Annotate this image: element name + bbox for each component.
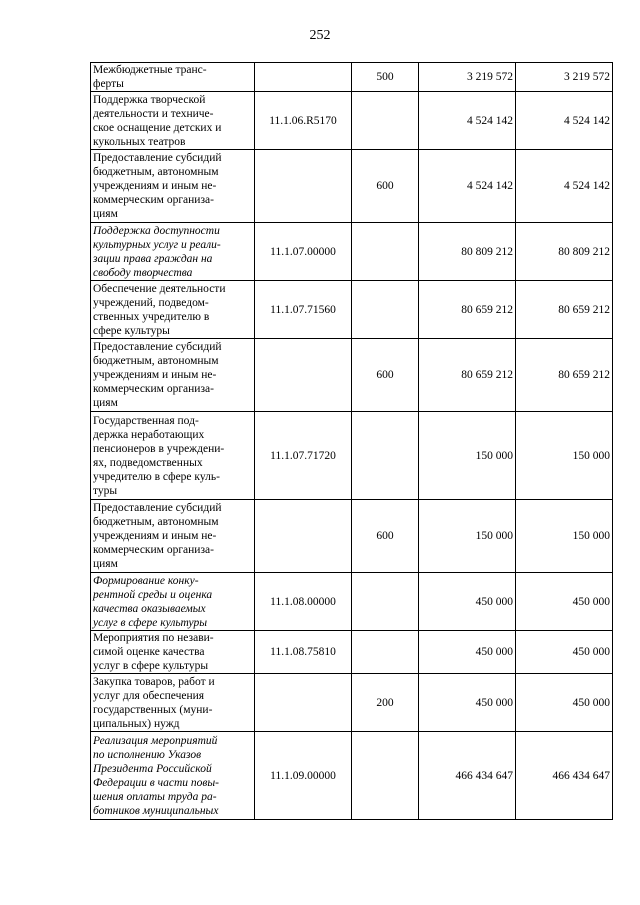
row-name-cell: Обеспечение деятельности учреждений, подведом- ственных учредителю в сфере культуры bbox=[91, 281, 255, 339]
row-name-cell: Государственная под- держка неработающих пенсионеров в учреждени- ях, подведомственных учредителю в сфере куль- туры bbox=[91, 412, 255, 500]
row-amount-year1-cell: 150 000 bbox=[419, 500, 516, 573]
row-name-cell: Предоставление субсидий бюджетным, автономным учреждениям и иным не- коммерческим организа- циям bbox=[91, 500, 255, 573]
table-row bbox=[91, 631, 613, 674]
row-amount-year2-cell: 80 809 212 bbox=[516, 223, 613, 281]
row-code-cell bbox=[255, 500, 352, 573]
budget-table-body bbox=[91, 63, 613, 820]
row-expense-type-cell bbox=[352, 732, 419, 820]
table-row bbox=[91, 412, 613, 500]
row-name-cell: Поддержка творческой деятельности и техниче- ское оснащение детских и кукольных театров bbox=[91, 92, 255, 150]
row-code-cell: 11.1.07.00000 bbox=[255, 223, 352, 281]
row-amount-year2-cell: 80 659 212 bbox=[516, 339, 613, 412]
row-name-cell: Реализация мероприятий по исполнению Указов Президента Российской Федерации в части повы- шения оплаты труда ра- ботников муниципальных bbox=[91, 732, 255, 820]
row-code-cell bbox=[255, 674, 352, 732]
row-name-cell: Мероприятия по незави- симой оценке качества услуг в сфере культуры bbox=[91, 631, 255, 674]
row-amount-year2-cell: 450 000 bbox=[516, 674, 613, 732]
row-amount-year2-cell: 80 659 212 bbox=[516, 281, 613, 339]
table-row bbox=[91, 573, 613, 631]
row-amount-year2-cell: 150 000 bbox=[516, 412, 613, 500]
row-amount-year1-cell: 3 219 572 bbox=[419, 63, 516, 92]
row-name-cell: Поддержка доступности культурных услуг и реали- зации права граждан на свободу творчества bbox=[91, 223, 255, 281]
row-amount-year2-cell: 4 524 142 bbox=[516, 150, 613, 223]
row-expense-type-cell: 500 bbox=[352, 63, 419, 92]
row-amount-year1-cell: 150 000 bbox=[419, 412, 516, 500]
row-expense-type-cell bbox=[352, 631, 419, 674]
row-amount-year2-cell: 450 000 bbox=[516, 631, 613, 674]
row-code-cell: 11.1.06.R5170 bbox=[255, 92, 352, 150]
row-amount-year1-cell: 80 659 212 bbox=[419, 281, 516, 339]
row-amount-year1-cell: 80 809 212 bbox=[419, 223, 516, 281]
table-row bbox=[91, 339, 613, 412]
row-amount-year1-cell: 4 524 142 bbox=[419, 92, 516, 150]
row-amount-year1-cell: 4 524 142 bbox=[419, 150, 516, 223]
row-name-cell: Межбюджетные транс- ферты bbox=[91, 63, 255, 92]
row-name-cell: Формирование конку- рентной среды и оценка качества оказываемых услуг в сфере культуры bbox=[91, 573, 255, 631]
row-amount-year2-cell: 150 000 bbox=[516, 500, 613, 573]
row-amount-year2-cell: 4 524 142 bbox=[516, 92, 613, 150]
row-amount-year2-cell: 3 219 572 bbox=[516, 63, 613, 92]
row-code-cell bbox=[255, 150, 352, 223]
row-name-cell: Предоставление субсидий бюджетным, автономным учреждениям и иным не- коммерческим организа- циям bbox=[91, 150, 255, 223]
row-expense-type-cell bbox=[352, 573, 419, 631]
table-row bbox=[91, 500, 613, 573]
row-code-cell: 11.1.08.75810 bbox=[255, 631, 352, 674]
page-number: 252 bbox=[309, 28, 331, 43]
row-name-cell: Закупка товаров, работ и услуг для обеспечения государственных (муни- ципальных) нужд bbox=[91, 674, 255, 732]
table-row bbox=[91, 63, 613, 92]
row-amount-year1-cell: 80 659 212 bbox=[419, 339, 516, 412]
table-row bbox=[91, 732, 613, 820]
row-code-cell bbox=[255, 63, 352, 92]
table-row bbox=[91, 674, 613, 732]
row-expense-type-cell: 600 bbox=[352, 150, 419, 223]
row-code-cell: 11.1.07.71560 bbox=[255, 281, 352, 339]
row-amount-year1-cell: 450 000 bbox=[419, 674, 516, 732]
table-row bbox=[91, 281, 613, 339]
row-amount-year1-cell: 466 434 647 bbox=[419, 732, 516, 820]
row-expense-type-cell: 600 bbox=[352, 339, 419, 412]
row-expense-type-cell bbox=[352, 412, 419, 500]
table-row bbox=[91, 223, 613, 281]
row-expense-type-cell bbox=[352, 92, 419, 150]
row-expense-type-cell: 600 bbox=[352, 500, 419, 573]
row-code-cell: 11.1.09.00000 bbox=[255, 732, 352, 820]
row-code-cell bbox=[255, 339, 352, 412]
row-expense-type-cell bbox=[352, 223, 419, 281]
row-amount-year1-cell: 450 000 bbox=[419, 631, 516, 674]
table-row bbox=[91, 150, 613, 223]
row-name-cell: Предоставление субсидий бюджетным, автономным учреждениям и иным не- коммерческим организа- циям bbox=[91, 339, 255, 412]
row-amount-year1-cell: 450 000 bbox=[419, 573, 516, 631]
row-amount-year2-cell: 450 000 bbox=[516, 573, 613, 631]
row-code-cell: 11.1.08.00000 bbox=[255, 573, 352, 631]
row-amount-year2-cell: 466 434 647 bbox=[516, 732, 613, 820]
row-code-cell: 11.1.07.71720 bbox=[255, 412, 352, 500]
table-row bbox=[91, 92, 613, 150]
row-expense-type-cell bbox=[352, 281, 419, 339]
budget-table bbox=[90, 62, 613, 820]
row-expense-type-cell: 200 bbox=[352, 674, 419, 732]
